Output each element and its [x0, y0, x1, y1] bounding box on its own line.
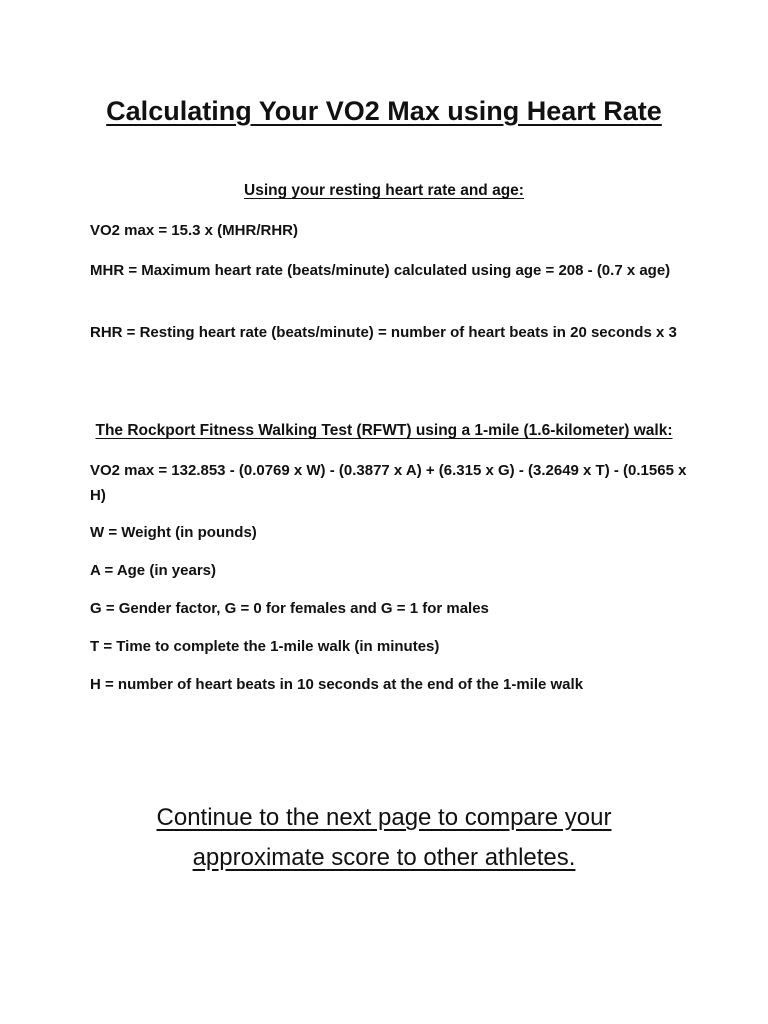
definition-age: A = Age (in years): [90, 562, 217, 579]
formula-vo2max-rockport: VO2 max = 132.853 - (0.0769 x W) - (0.3877 x A) + (6.315 x G) - (3.2649 x T) - (0.1565 x H): [90, 462, 687, 504]
section-heading-rockport-test: The Rockport Fitness Walking Test (RFWT) using a 1-mile (1.6-kilometer) walk:: [95, 422, 673, 439]
formula-vo2max-resting: VO2 max = 15.3 x (MHR/RHR): [90, 222, 298, 239]
continue-note-line-2: approximate score to other athletes.: [192, 844, 576, 871]
continue-note-line-1: Continue to the next page to compare your: [156, 804, 612, 831]
definition-heart-beats: H = number of heart beats in 10 seconds at the end of the 1-mile walk: [90, 676, 584, 693]
definition-weight: W = Weight (in pounds): [90, 524, 257, 541]
definition-mhr: MHR = Maximum heart rate (beats/minute) calculated using age = 208 - (0.7 x age): [90, 262, 671, 279]
section-heading-resting-hr: Using your resting heart rate and age:: [244, 182, 524, 199]
continue-note: [0, 798, 768, 878]
definition-time: T = Time to complete the 1-mile walk (in minutes): [90, 638, 440, 655]
definition-gender: G = Gender factor, G = 0 for females and G = 1 for males: [90, 600, 489, 617]
definition-rhr: RHR = Resting heart rate (beats/minute) = number of heart beats in 20 seconds x 3: [90, 324, 677, 341]
page-title: Calculating Your VO2 Max using Heart Rate: [106, 96, 662, 126]
